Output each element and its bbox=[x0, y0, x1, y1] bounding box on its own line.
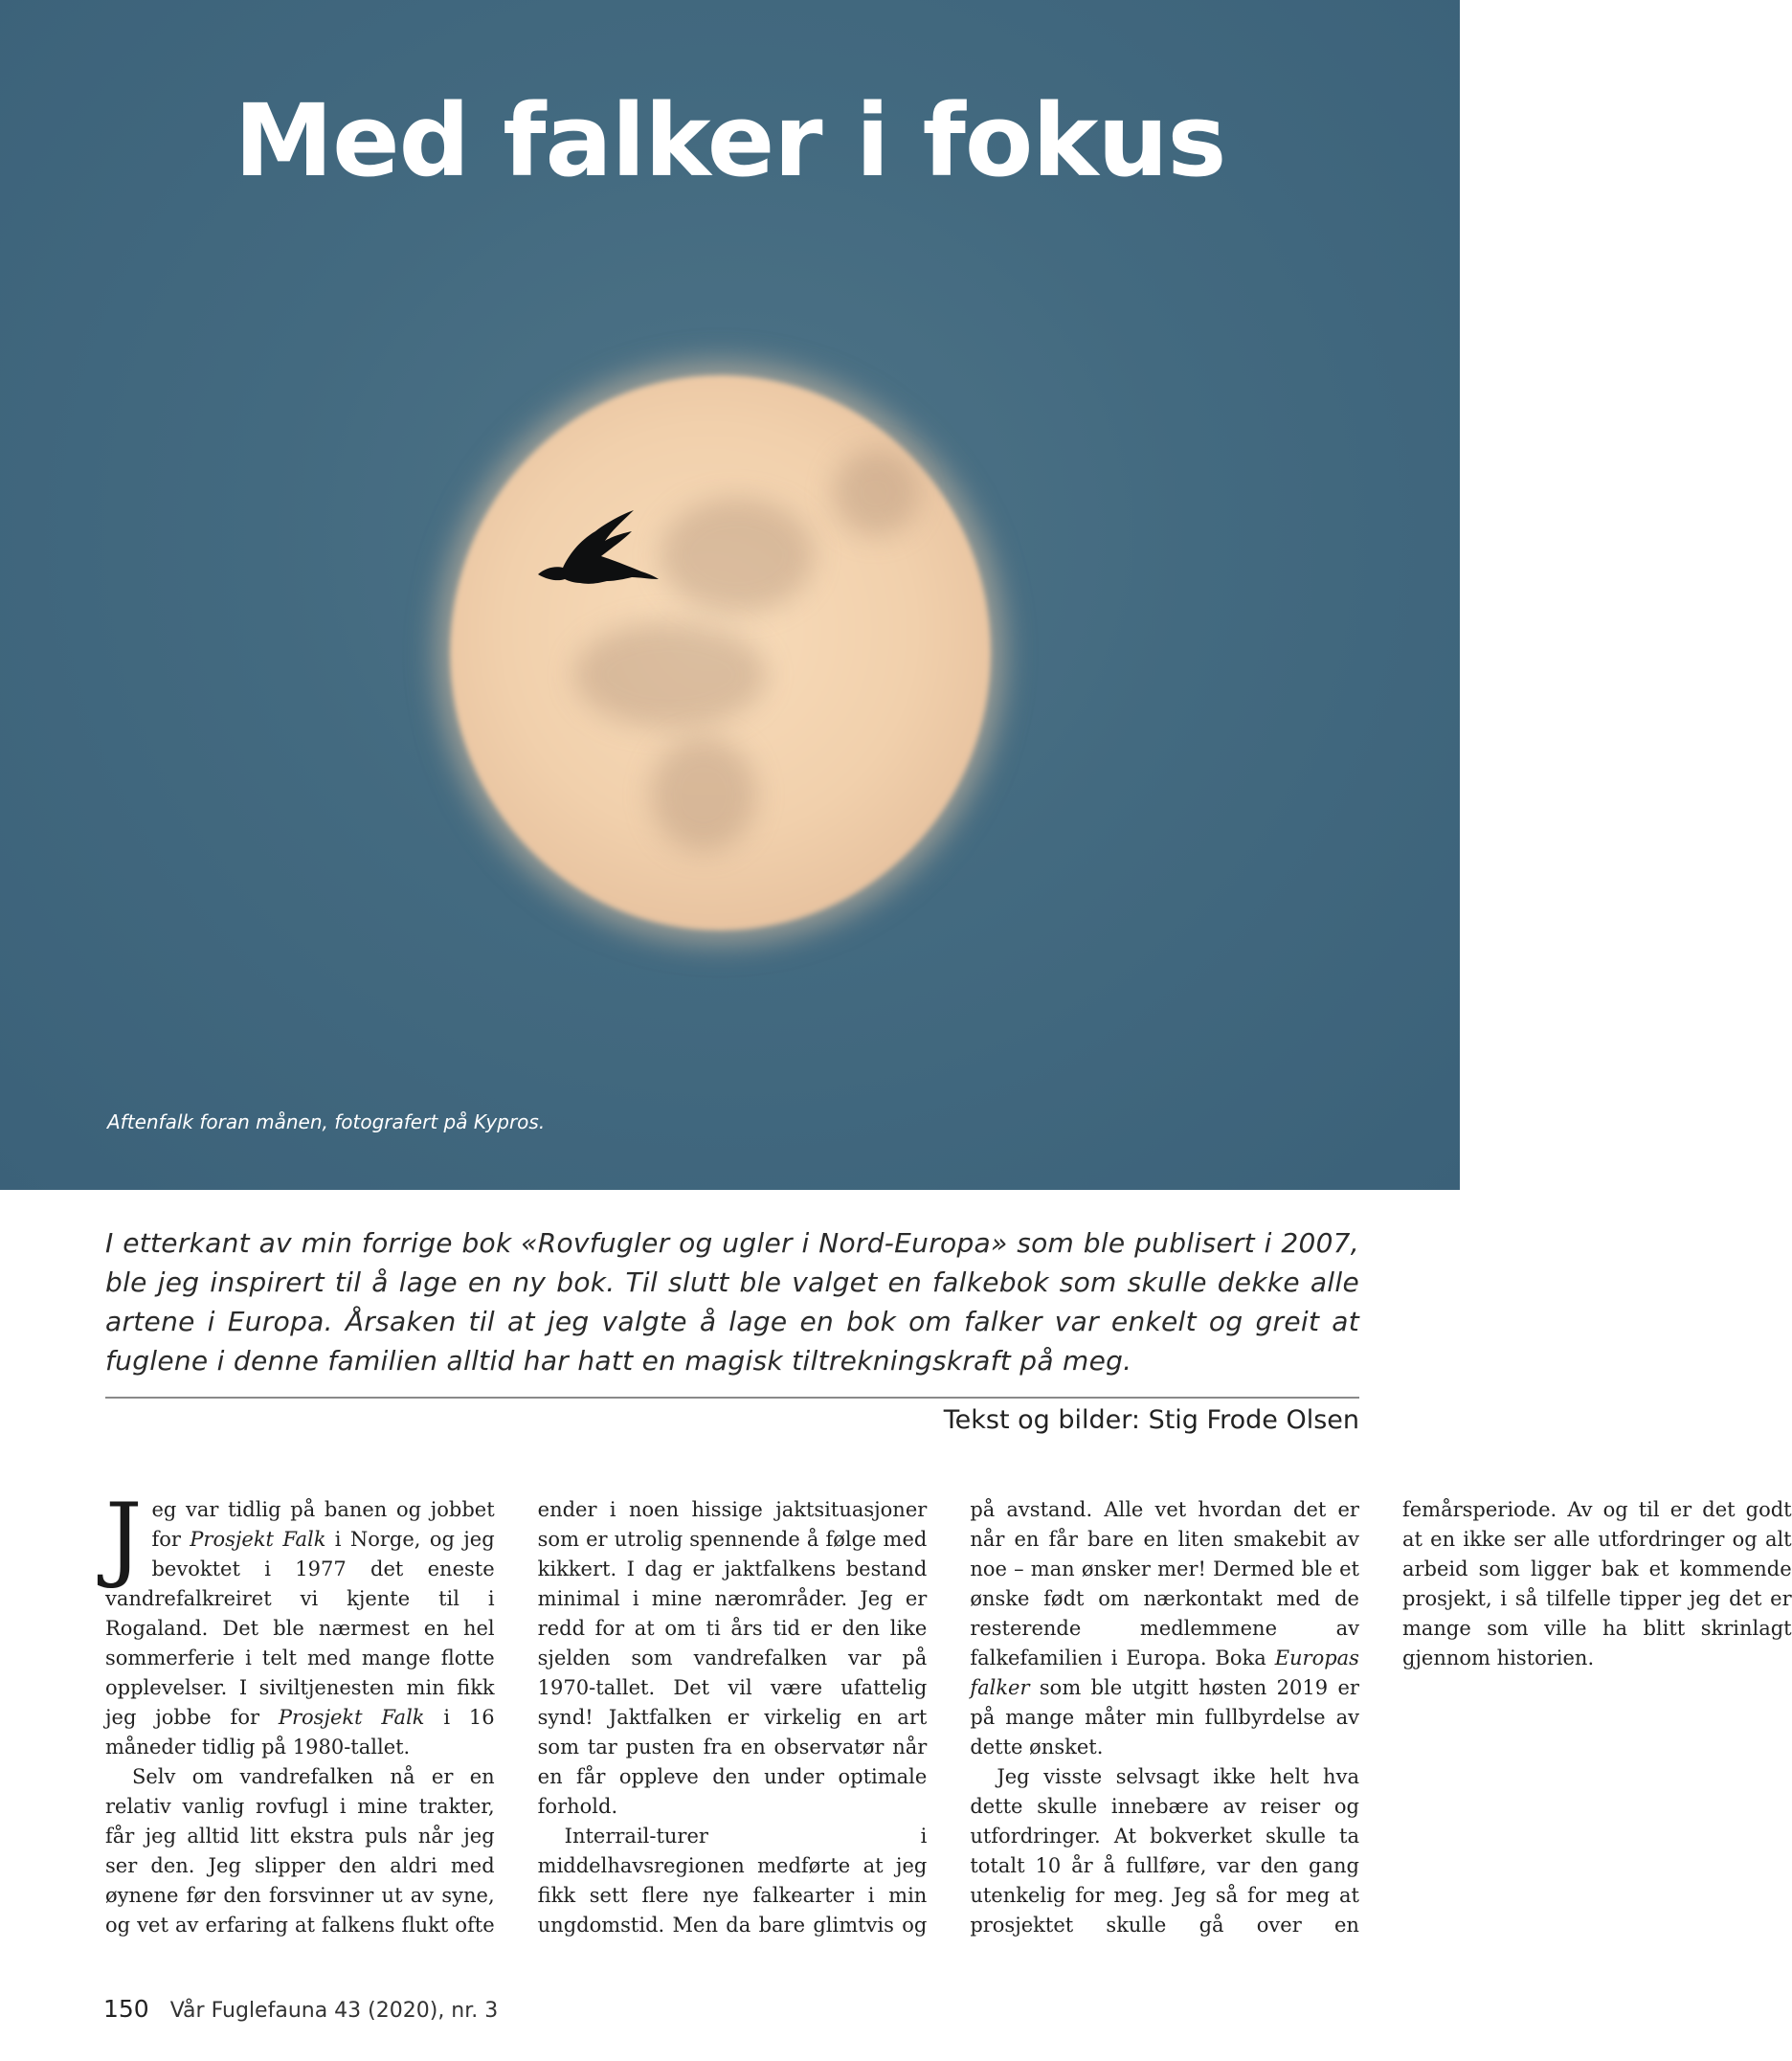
moon-maria bbox=[574, 622, 766, 728]
text-run: i 16 måneder tidlig på 1980-tallet. bbox=[105, 1706, 495, 1759]
photo-caption: Aftenfalk foran månen, fotografert på Kypros. bbox=[107, 1110, 546, 1133]
text-run: som ble utgitt høsten 2019 er på mange måter min fullbyrdelse av dette ønsket. bbox=[970, 1676, 1359, 1759]
page-footer bbox=[103, 1995, 498, 2023]
divider bbox=[105, 1397, 1359, 1399]
byline: Tekst og bilder: Stig Frode Olsen bbox=[943, 1405, 1359, 1435]
text-emphasis: Prosjekt Falk bbox=[190, 1528, 326, 1551]
article-body bbox=[105, 1484, 1792, 1945]
body-paragraph: Selv om vandrefalken nå er en relativ vanlig rovfugl i mine trakter, får jeg alltid litt ekstra puls når jeg ser den. Jeg slipper den aldri med øynene før den forsvinner ut av syne, og vet av erfaring at falkens flukt ofte ender i noen hissige jaktsituasjoner som er utrolig spennende å følge med kikkert. I dag er jaktfalkens bestand minimal i mine nærområder. Jeg er redd for at om ti års tid er den like sjelden som vandrefalken var på 1970-tallet. Det vil være ufattelig synd! Jaktfalken er virkelig en art som tar pusten fra en observatør når en får oppleve den under optimale forhold. bbox=[105, 1498, 928, 1937]
body-paragraph bbox=[105, 1484, 495, 1762]
lead-paragraph: I etterkant av min forrige bok «Rovfugler og ugler i Nord-Europa» som ble publisert i 2007, ble jeg inspirert til å lage en ny bok. Til slutt ble valget en falkebok som skulle dekke alle artene i Europa. Årsaken til at jeg valgte å lage en bok om falker var enkelt og greit at fuglene i denne familien alltid har hatt en magisk tiltrekningskraft på meg. bbox=[105, 1227, 1359, 1377]
moon-maria bbox=[833, 450, 919, 536]
journal-name: Vår Fuglefauna 43 (2020), nr. 3 bbox=[169, 1999, 499, 2023]
dropcap: J bbox=[105, 1484, 143, 1591]
body-paragraph: Jeg visste selvsagt ikke helt hva dette skulle innebære av reiser og utfordringer. At bokverket skulle ta totalt 10 år å fullføre, var den gang utenkelig for meg. Jeg så for meg at prosjektet skulle gå over en femårsperiode. Av og til er det godt at en ikke ser alle utfordringer og alt arbeid som ligger bak et kommende prosjekt, i så tilfelle tipper jeg det er mange som ville ha blitt skrinlagt gjennom historien. bbox=[970, 1498, 1792, 1937]
hero-photo bbox=[0, 0, 1460, 1190]
text-run: Interrail-turer i middelhavsregionen medførte at jeg fikk sett flere nye falkearter i min ungdomstid. Men da bare glimtvis og på avstand. Alle vet hvordan det er når en får bare en liten smakebit av noe – man ønsker mer! Dermed ble et ønske født om nærkontakt med de resterende medlemmene av falkefamilien i Europa. Boka bbox=[537, 1498, 1359, 1937]
moon-maria bbox=[651, 737, 756, 852]
falcon-silhouette-icon bbox=[536, 503, 661, 603]
page-number: 150 bbox=[103, 1995, 149, 2023]
text-emphasis: Europas falker bbox=[970, 1647, 1359, 1699]
page-title: Med falker i fokus bbox=[234, 82, 1226, 199]
text-run: eg var tidlig på banen og jobbet for bbox=[151, 1498, 495, 1551]
moon-maria bbox=[661, 498, 814, 613]
text-run: i Norge, og jeg bevoktet i 1977 det eneste vandrefalkreiret vi kjente til i Rogaland. Det ble nærmest en hel sommerferie i telt med mange flotte opplevelser. I siviltjenesten min fikk jeg jobbe for bbox=[105, 1528, 495, 1729]
text-emphasis: Prosjekt Falk bbox=[278, 1706, 425, 1729]
